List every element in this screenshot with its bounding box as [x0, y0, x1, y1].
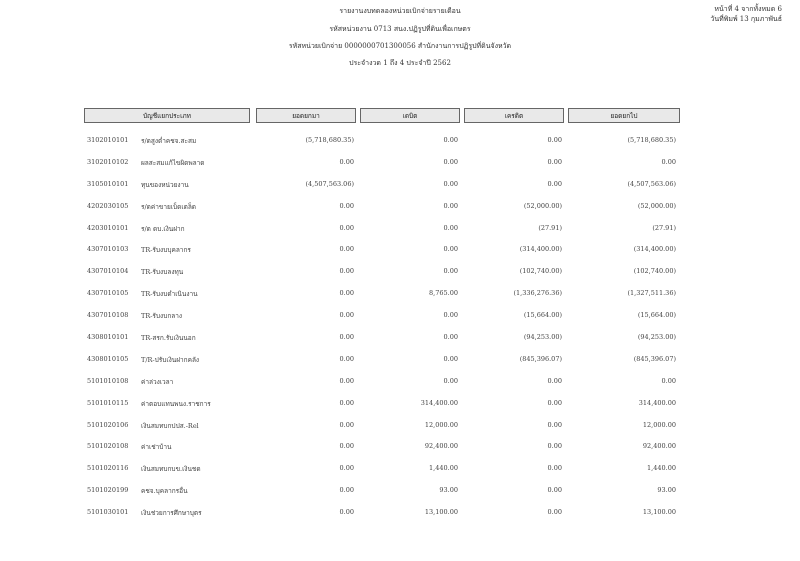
opening-balance: 0.00 [339, 420, 354, 429]
closing-balance: 13,100.00 [642, 508, 676, 517]
opening-balance: 0.00 [339, 157, 354, 166]
report-title: รายงานงบทดลองหน่วยเบิกจ่ายรายเดือน [339, 7, 461, 15]
opening-balance: 0.00 [339, 354, 354, 363]
table-row [84, 482, 682, 504]
credit-amount: 0.00 [547, 508, 562, 517]
debit-amount: 0.00 [443, 157, 458, 166]
table-row [84, 241, 682, 263]
closing-balance: (52,000.00) [637, 201, 676, 210]
debit-amount: 8,765.00 [429, 289, 458, 298]
table-row [84, 373, 682, 395]
opening-balance: (5,718,680.35) [305, 136, 354, 144]
col-header-account: บัญชีแยกประเภท [84, 108, 250, 123]
opening-balance: 0.00 [339, 442, 354, 451]
credit-amount: (102,740.00) [519, 267, 562, 276]
account-code: 3105010101 [87, 179, 129, 188]
account-name: TR-สรก.รับเงินนอก [141, 334, 196, 343]
account-code: 4307010103 [87, 245, 129, 254]
unit-line: รหัสหน่วยเบิกจ่าย 0000000701300056 สำนักงานการปฏิรูปที่ดินจังหวัด [288, 42, 512, 50]
debit-amount: 0.00 [443, 201, 458, 210]
table-row [84, 176, 682, 198]
debit-amount: 0.00 [443, 354, 458, 363]
closing-balance: 0.00 [661, 157, 676, 166]
debit-amount: 0.00 [443, 311, 458, 320]
credit-amount: (1,336,276.36) [513, 289, 562, 298]
closing-balance: (102,740.00) [633, 267, 676, 276]
account-name: TR-รับงบลงทุน [141, 268, 184, 277]
closing-balance: (15,664.00) [637, 311, 676, 320]
credit-amount: 0.00 [547, 486, 562, 495]
agency-line: รหัสหน่วยงาน 0713 สนง.ปฏิรูปที่ดินเพื่อเกษตร [329, 25, 471, 33]
account-name: ค่าล่วงเวลา [141, 377, 174, 386]
account-code: 5101030101 [87, 508, 129, 517]
credit-amount: (52,000.00) [523, 201, 562, 210]
table-row [84, 285, 682, 307]
table-row [84, 504, 682, 526]
opening-balance: 0.00 [339, 289, 354, 298]
debit-amount: 0.00 [443, 245, 458, 254]
credit-amount: 0.00 [547, 136, 562, 144]
closing-balance: 1,440.00 [647, 464, 676, 473]
credit-amount: (845,396.07) [519, 354, 562, 363]
debit-amount: 314,400.00 [420, 398, 458, 407]
debit-amount: 0.00 [443, 333, 458, 342]
closing-balance: (27.91) [652, 223, 676, 232]
opening-balance: 0.00 [339, 508, 354, 517]
account-code: 5101020108 [87, 442, 129, 451]
credit-amount: (94,253.00) [523, 333, 562, 342]
table-body [84, 132, 682, 526]
debit-amount: 92,400.00 [424, 442, 458, 451]
debit-amount: 0.00 [443, 376, 458, 385]
opening-balance: 0.00 [339, 376, 354, 385]
opening-balance: 0.00 [339, 245, 354, 254]
account-name: ร/ดสูงต่ำคชจ.สะสม [141, 137, 197, 145]
credit-amount: 0.00 [547, 376, 562, 385]
debit-amount: 13,100.00 [424, 508, 458, 517]
opening-balance: 0.00 [339, 398, 354, 407]
closing-balance: (5,718,680.35) [627, 136, 676, 144]
account-code: 3102010101 [87, 136, 129, 144]
account-code: 3102010102 [87, 157, 129, 166]
col-header-debit: เดบิต [360, 108, 460, 123]
table-row [84, 438, 682, 460]
credit-amount: (27.91) [538, 223, 562, 232]
closing-balance: (845,396.07) [633, 354, 676, 363]
credit-amount: (15,664.00) [523, 311, 562, 320]
closing-balance: (314,400.00) [633, 245, 676, 254]
account-code: 5101020106 [87, 420, 129, 429]
closing-balance: 314,400.00 [638, 398, 676, 407]
account-name: TR-รับงบดำเนินงาน [141, 290, 198, 299]
table-row [84, 351, 682, 373]
account-code: 4307010105 [87, 289, 129, 298]
table-header [84, 108, 682, 125]
opening-balance: 0.00 [339, 223, 354, 232]
account-name: ร/ด ดบ.เงินฝาก [141, 224, 185, 233]
account-name: TR-รับงบบุคลากร [141, 246, 191, 255]
opening-balance: 0.00 [339, 201, 354, 210]
account-code: 5101010108 [87, 376, 129, 385]
closing-balance: (4,507,563.06) [627, 179, 676, 188]
credit-amount: (314,400.00) [519, 245, 562, 254]
trial-balance-table [84, 108, 682, 518]
opening-balance: 0.00 [339, 486, 354, 495]
closing-balance: 93.00 [657, 486, 676, 495]
col-header-credit: เครดิต [464, 108, 564, 123]
account-code: 4308010101 [87, 333, 129, 342]
table-row [84, 198, 682, 220]
col-header-opening: ยอดยกมา [256, 108, 356, 123]
account-code: 5101020199 [87, 486, 129, 495]
table-row [84, 154, 682, 176]
account-name: เงินสมทบกบข.เงินชด [141, 465, 201, 474]
debit-amount: 0.00 [443, 136, 458, 144]
table-row [84, 417, 682, 439]
credit-amount: 0.00 [547, 157, 562, 166]
credit-amount: 0.00 [547, 464, 562, 473]
debit-amount: 0.00 [443, 267, 458, 276]
table-row [84, 220, 682, 242]
print-date: วันที่พิมพ์ 13 กุมภาพันธ์ [710, 15, 782, 23]
account-code: 5101020116 [87, 464, 129, 473]
table-row [84, 307, 682, 329]
account-code: 4203010101 [87, 223, 129, 232]
closing-balance: 92,400.00 [642, 442, 676, 451]
table-row [84, 263, 682, 285]
table-row [84, 132, 682, 154]
col-header-closing: ยอดยกไป [568, 108, 680, 123]
opening-balance: (4,507,563.06) [305, 179, 354, 188]
opening-balance: 0.00 [339, 464, 354, 473]
account-name: เงินสมทบกปปส.-Rel [141, 421, 199, 430]
account-name: ร/ดค่าขายเบ็ดเตล็ด [141, 202, 197, 211]
account-code: 4307010104 [87, 267, 129, 276]
page-number: หน้าที่ 4 จากทั้งหมด 6 [714, 5, 782, 13]
account-code: 4308010105 [87, 354, 129, 363]
account-name: เงินช่วยการศึกษาบุตร [141, 509, 202, 518]
opening-balance: 0.00 [339, 333, 354, 342]
credit-amount: 0.00 [547, 398, 562, 407]
table-row [84, 395, 682, 417]
account-name: ทุนของหน่วยงาน [141, 180, 189, 189]
account-name: ค่าเช่าบ้าน [141, 443, 172, 452]
account-name: คชจ.บุคลากรอื่น [141, 487, 188, 496]
account-code: 4202030105 [87, 201, 129, 210]
account-name: ค่าตอบแทนพนง.ราชการ [141, 399, 211, 408]
account-name: T/R-ปรับเงินฝากคลัง [141, 355, 200, 364]
debit-amount: 0.00 [443, 179, 458, 188]
debit-amount: 1,440.00 [429, 464, 458, 473]
opening-balance: 0.00 [339, 267, 354, 276]
credit-amount: 0.00 [547, 420, 562, 429]
account-name: TR-รับงบกลาง [141, 312, 183, 321]
account-code: 4307010108 [87, 311, 129, 320]
account-name: ผลสะสมแก้ไขผิดพลาด [141, 158, 205, 167]
debit-amount: 12,000.00 [424, 420, 458, 429]
closing-balance: (1,327,511.36) [627, 289, 676, 298]
credit-amount: 0.00 [547, 179, 562, 188]
table-row [84, 329, 682, 351]
closing-balance: (94,253.00) [637, 333, 676, 342]
table-row [84, 460, 682, 482]
period-line: ประจำงวด 1 ถึง 4 ประจำปี 2562 [349, 59, 451, 67]
account-code: 5101010115 [87, 398, 129, 407]
opening-balance: 0.00 [339, 311, 354, 320]
debit-amount: 93.00 [439, 486, 458, 495]
closing-balance: 12,000.00 [642, 420, 676, 429]
credit-amount: 0.00 [547, 442, 562, 451]
debit-amount: 0.00 [443, 223, 458, 232]
closing-balance: 0.00 [661, 376, 676, 385]
